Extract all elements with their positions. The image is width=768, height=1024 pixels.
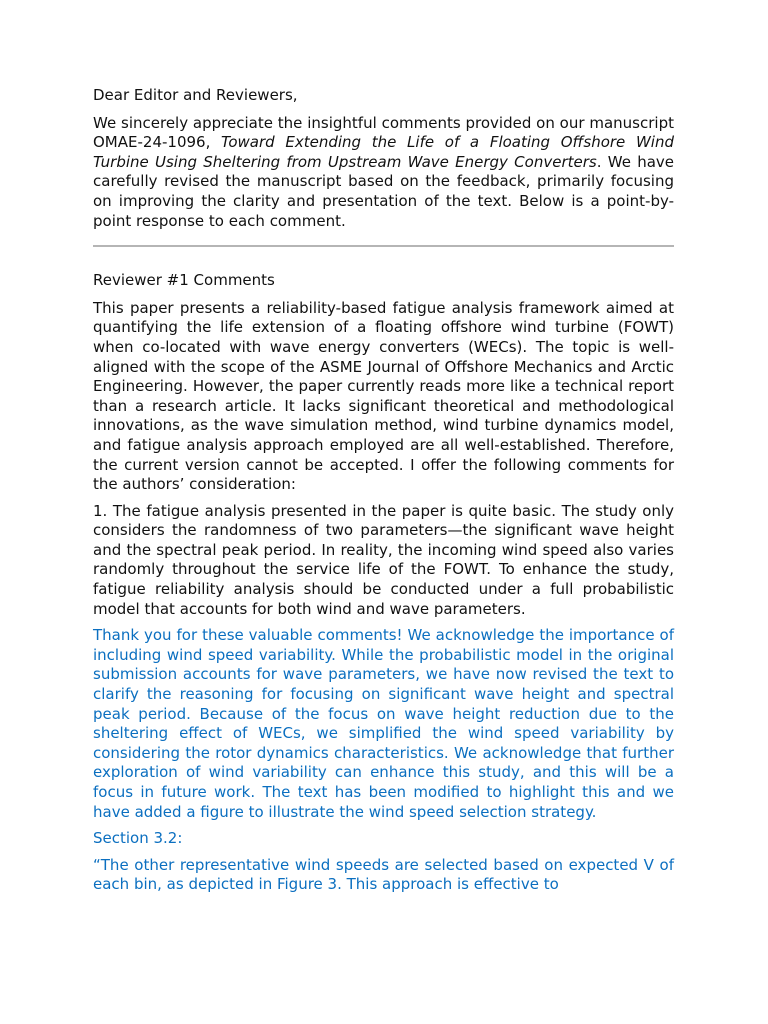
revised-text-quote: “The other representative wind speeds are selected based on expected V of each bin, as depicted in Figure 3. This approach is effective to	[93, 855, 674, 894]
reviewer-heading: Reviewer #1 Comments	[93, 271, 275, 290]
manuscript-title: Toward Extending the Life of a Floating Offshore Wind Turbine Using Sheltering from Upstream Wave Energy Converters	[93, 133, 674, 171]
reviewer-comment-1: 1. The fatigue analysis presented in the paper is quite basic. The study only considers the randomness of two parameters—the significant wave height and the spectral peak period. In reality, the incoming wind speed also varies randomly throughout the service life of the FOWT. To enhance the study, fatigue reliability analysis should be conducted under a full probabilistic model that accounts for both wind and wave parameters.	[93, 501, 674, 618]
section-reference: Section 3.2:	[93, 829, 183, 848]
reviewer-summary: This paper presents a reliability-based fatigue analysis framework aimed at quantifying the life extension of a floating offshore wind turbine (FOWT) when co-located with wave energy converters (WECs). The topic is well-aligned with the scope of the ASME Journal of Offshore Mechanics and Arctic Engineering. However, the paper currently reads more like a technical report than a research article. It lacks significant theoretical and methodological innovations, as the wave simulation method, wind turbine dynamics model, and fatigue analysis approach employed are all well-established. Therefore, the current version cannot be accepted. I offer the following comments for the authors’ consideration:	[93, 298, 674, 494]
intro-text-end: . We have carefully revised the manuscript based on the feedback, primarily focusing on improving the clarity and presentation of the text. Below is a point-by-point response to each comment.	[93, 152, 674, 230]
intro-paragraph	[93, 114, 674, 232]
intro-text-start: We sincerely appreciate the insightful comments provided on our manuscript OMAE-24-1096,	[93, 113, 674, 152]
author-response-1: Thank you for these valuable comments! We acknowledge the importance of including wind speed variability. While the probabilistic model in the original submission accounts for wave parameters, we have now revised the text to clarify the reasoning for focusing on significant wave height and spectral peak period. Because of the focus on wave height reduction due to the sheltering effect of WECs, we simplified the wind speed variability by considering the rotor dynamics characteristics. We acknowledge that further exploration of wind variability can enhance this study, and this will be a focus in future work. The text has been modified to highlight this and we have added a figure to illustrate the wind speed selection strategy.	[93, 626, 674, 821]
salutation: Dear Editor and Reviewers,	[93, 86, 298, 104]
section-divider	[93, 245, 674, 247]
